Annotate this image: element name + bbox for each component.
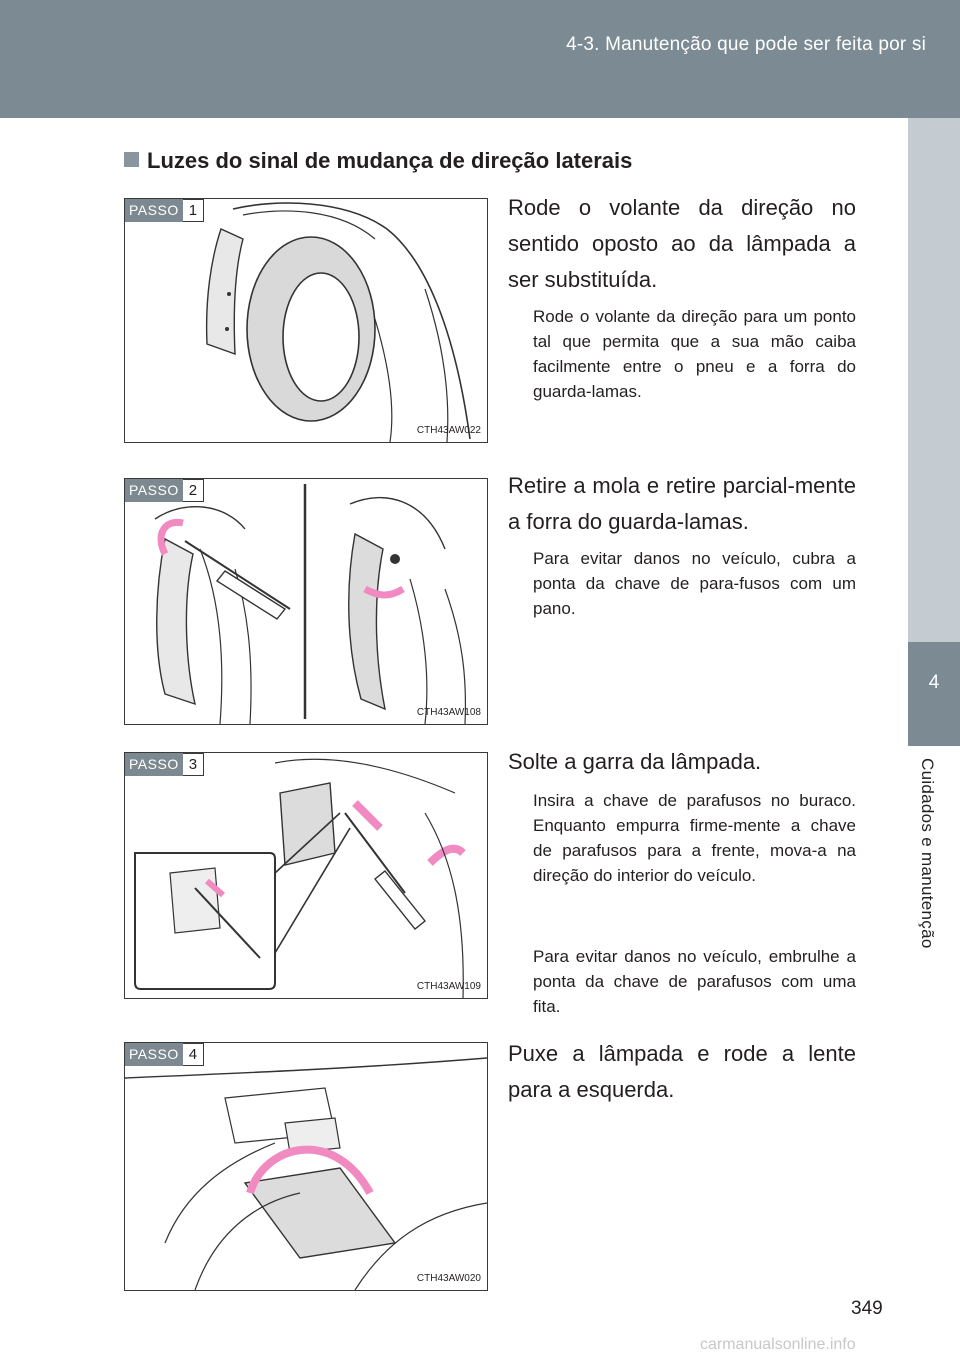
watermark: carmanualsonline.info [700, 1336, 856, 1353]
figure-step-1 [124, 198, 488, 443]
passo-number: 4 [183, 1043, 204, 1066]
step-3-note-2: Para evitar danos no veículo, embrulhe a ponta da chave de parafusos com uma fita. [533, 947, 856, 1016]
passo-number: 1 [183, 199, 204, 222]
page-number: 349 [851, 1298, 883, 1319]
figure-code: CTH43AW020 [416, 1273, 481, 1284]
lens-rotate-illustration [125, 1043, 487, 1290]
lamp-claw-illustration [125, 753, 487, 998]
step-2-note: Para evitar danos no veículo, cubra a ponta da chave de para-fusos com um pano. [533, 549, 856, 618]
side-tab-label: Cuidados e manutenção [918, 758, 937, 949]
section-title-text: Luzes do sinal de mudança de direção laterais [147, 148, 633, 173]
figure-code: CTH43AW022 [416, 425, 481, 436]
passo-number: 2 [183, 479, 204, 502]
passo-badge [125, 1043, 204, 1066]
step-1-heading: Rode o volante da direção no sentido oposto ao da lâmpada a ser substituída. [508, 195, 856, 292]
figure-step-4 [124, 1042, 488, 1291]
section-title [124, 148, 632, 174]
figure-step-3 [124, 752, 488, 999]
passo-badge [125, 479, 204, 502]
passo-word: PASSO [125, 479, 183, 502]
figure-step-2 [124, 478, 488, 725]
step-1-note: Rode o volante da direção para um ponto tal que permita que a sua mão caiba facilmente entre o pneu e a forra do guarda-lamas. [533, 307, 856, 401]
passo-badge [125, 753, 204, 776]
step-2-heading: Retire a mola e retire parcial-mente a forra do guarda-lamas. [508, 473, 856, 534]
side-tab-active[interactable] [908, 642, 960, 746]
figure-code: CTH43AW109 [416, 981, 481, 992]
step-3-heading: Solte a garra da lâmpada. [508, 749, 762, 774]
fender-liner-illustration [125, 479, 487, 724]
chapter-title: 4-3. Manutenção que pode ser feita por si [566, 34, 926, 55]
square-bullet-icon [124, 152, 139, 167]
passo-badge [125, 199, 204, 222]
passo-word: PASSO [125, 753, 183, 776]
step-4-heading: Puxe a lâmpada e rode a lente para a esquerda. [508, 1041, 856, 1102]
step-3-note-1: Insira a chave de parafusos no buraco. Enquanto empurra firme-mente a chave de parafusos para a frente, mova-a na direção do interior do veículo. [533, 791, 856, 885]
figure-code: CTH43AW108 [416, 707, 481, 718]
passo-word: PASSO [125, 1043, 183, 1066]
header-band [0, 0, 960, 118]
side-tab-number: 4 [928, 672, 940, 693]
tire-illustration [125, 199, 487, 442]
passo-number: 3 [183, 753, 204, 776]
passo-word: PASSO [125, 199, 183, 222]
